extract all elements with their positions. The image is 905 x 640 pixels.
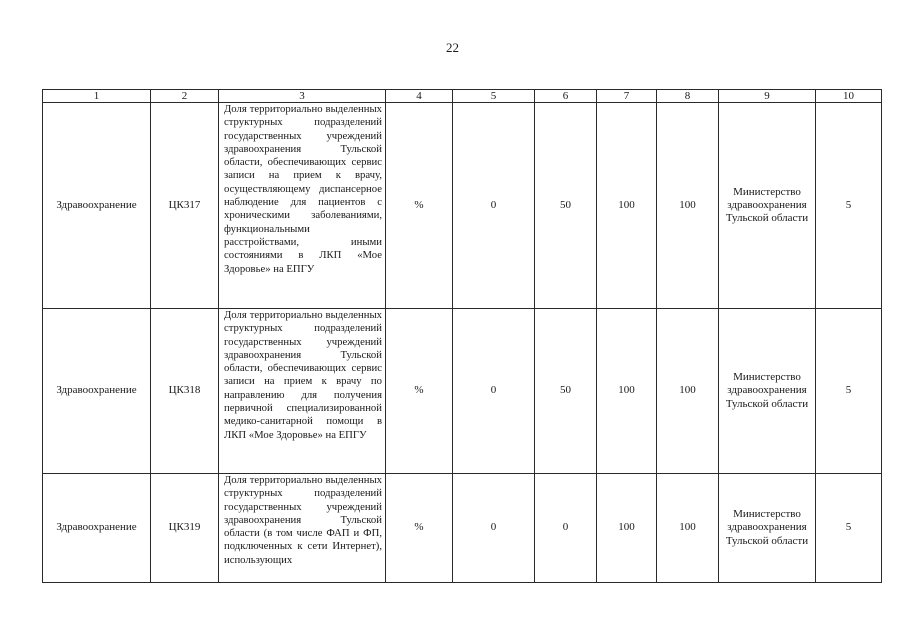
header-cell: 9 <box>719 90 816 103</box>
table-row <box>43 309 882 474</box>
value-cell: 0 <box>453 309 535 474</box>
description-cell: Доля территориально выделенных структурных подразделений государственных учреждений здравоохранения Тульской области (в том числе ФАП и ФП, подключенных к сети Интернет), использующих <box>219 474 386 583</box>
page-number: 22 <box>446 40 459 55</box>
code-cell: ЦК317 <box>151 103 219 309</box>
header-cell: 3 <box>219 90 386 103</box>
value-cell: 100 <box>657 103 719 309</box>
value-cell: 100 <box>657 474 719 583</box>
unit-cell: % <box>386 103 453 309</box>
unit-cell: % <box>386 474 453 583</box>
header-cell: 6 <box>535 90 597 103</box>
header-cell: 7 <box>597 90 657 103</box>
value-cell: 0 <box>453 474 535 583</box>
table-row <box>43 103 882 309</box>
indicators-table <box>42 89 882 583</box>
header-cell: 8 <box>657 90 719 103</box>
code-cell: ЦК318 <box>151 309 219 474</box>
value-cell: 100 <box>597 103 657 309</box>
sphere-cell: Здравоохранение <box>43 103 151 309</box>
value-cell: 5 <box>816 309 882 474</box>
responsible-org-cell: Министерство здравоохранения Тульской области <box>719 474 816 583</box>
value-cell: 50 <box>535 103 597 309</box>
header-cell: 10 <box>816 90 882 103</box>
code-cell: ЦК319 <box>151 474 219 583</box>
header-cell: 4 <box>386 90 453 103</box>
value-cell: 5 <box>816 103 882 309</box>
value-cell: 50 <box>535 309 597 474</box>
value-cell: 100 <box>597 309 657 474</box>
responsible-org-cell: Министерство здравоохранения Тульской области <box>719 309 816 474</box>
description-cell: Доля территориально выделенных структурных подразделений государственных учреждений здравоохранения Тульской области, обеспечивающих сервис записи на прием к врачу по направлению для получения первичной специализированной медико-санитарной помощи в ЛКП «Мое Здоровье» на ЕПГУ <box>219 309 386 474</box>
description-cell: Доля территориально выделенных структурных подразделений государственных учреждений здравоохранения Тульской области, обеспечивающих сервис записи на прием к врачу, осуществляющему диспансерное наблюдение для пациентов с хроническими заболеваниями, функциональными расстройствами, иными состояниями в ЛКП «Мое Здоровье» на ЕПГУ <box>219 103 386 309</box>
header-cell: 2 <box>151 90 219 103</box>
value-cell: 100 <box>657 309 719 474</box>
sphere-cell: Здравоохранение <box>43 474 151 583</box>
sphere-cell: Здравоохранение <box>43 309 151 474</box>
value-cell: 100 <box>597 474 657 583</box>
table-header-row <box>43 90 882 103</box>
value-cell: 5 <box>816 474 882 583</box>
header-cell: 5 <box>453 90 535 103</box>
value-cell: 0 <box>535 474 597 583</box>
value-cell: 0 <box>453 103 535 309</box>
table-row <box>43 474 882 583</box>
responsible-org-cell: Министерство здравоохранения Тульской области <box>719 103 816 309</box>
header-cell: 1 <box>43 90 151 103</box>
unit-cell: % <box>386 309 453 474</box>
